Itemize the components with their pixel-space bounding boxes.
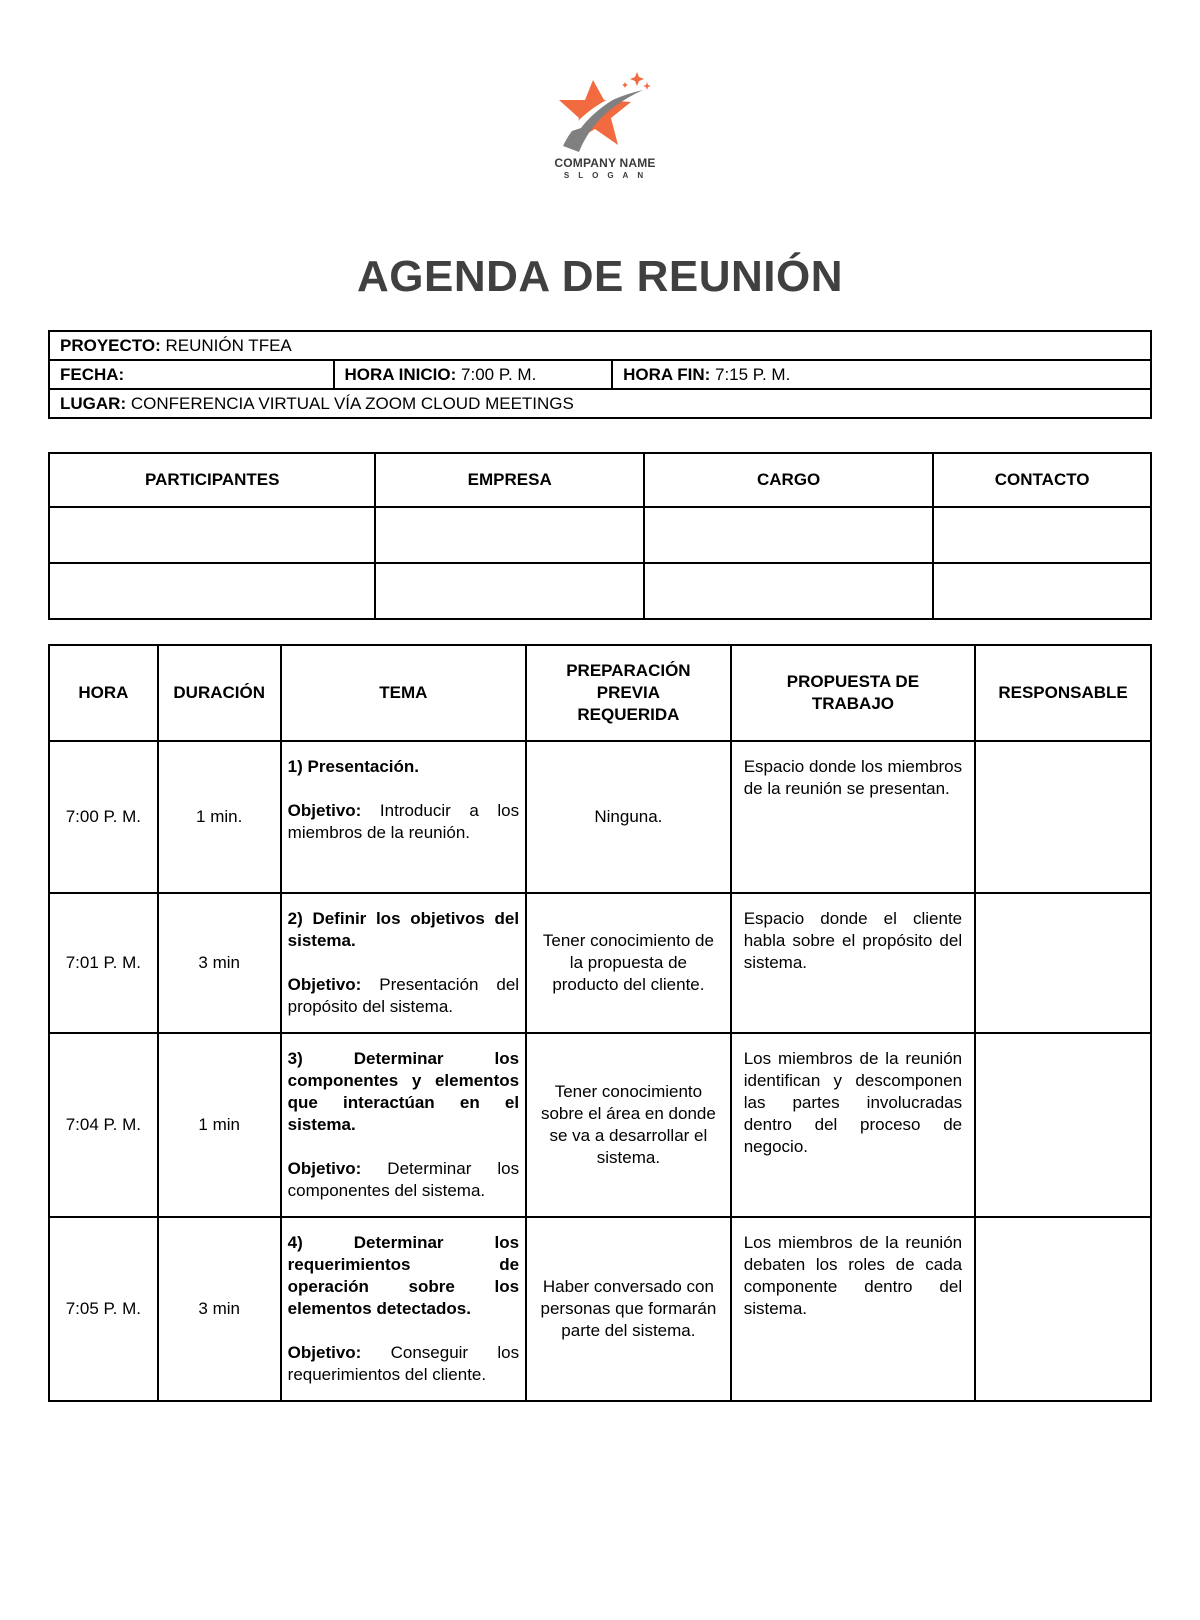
empresa-cell: [375, 563, 643, 619]
duracion-cell: 1 min: [158, 1033, 281, 1217]
tema-title: 3) Determinar los componentes y elementos que interactúan en el sistema.: [287, 1049, 520, 1134]
header-tema: TEMA: [281, 645, 526, 741]
proyecto-value: REUNIÓN TFEA: [165, 335, 292, 355]
duracion-cell: 3 min: [158, 893, 281, 1033]
company-logo: [535, 70, 675, 185]
company-slogan: SLOGAN: [563, 171, 653, 180]
hora-inicio-value: 7:00 P. M.: [461, 364, 537, 384]
objetivo-text: Introducir a los miembros de la reunión.: [287, 801, 520, 842]
objetivo-text: Conseguir los requerimientos del cliente.: [287, 1343, 520, 1384]
participant-cell: [49, 507, 375, 563]
propuesta-cell: Los miembros de la reunión identifican y descomponen las partes involucradas dentro del proceso de negocio.: [731, 1033, 975, 1217]
header-prep-line2: PREVIA: [596, 683, 661, 702]
tema-title: 1) Presentación.: [287, 757, 419, 776]
propuesta-cell: Espacio donde el cliente habla sobre el propósito del sistema.: [731, 893, 975, 1033]
header-participantes: PARTICIPANTES: [49, 453, 375, 507]
hora-fin-label: HORA FIN:: [623, 364, 711, 384]
header-prep-line1: PREPARACIÓN: [566, 661, 691, 680]
meeting-info-table: [48, 330, 1152, 419]
header-prop-line2: TRABAJO: [811, 694, 894, 713]
propuesta-cell: Los miembros de la reunión debaten los roles de cada componente dentro del sistema.: [731, 1217, 975, 1401]
fecha-cell: [49, 360, 334, 389]
objetivo-label: Objetivo:: [287, 801, 362, 820]
hora-cell: 7:00 P. M.: [49, 741, 158, 893]
tema-title: 4) Determinar los requerimientos de operación sobre los elementos detectados.: [287, 1233, 520, 1318]
participants-row: [49, 563, 1151, 619]
objetivo-text: Determinar los componentes del sistema.: [287, 1159, 520, 1200]
header-hora: HORA: [49, 645, 158, 741]
tema-title: 2) Definir los objetivos del sistema.: [287, 909, 520, 950]
propuesta-cell: Espacio donde los miembros de la reunión se presentan.: [731, 741, 975, 893]
star-logo-icon: [555, 70, 655, 152]
proyecto-cell: [49, 331, 1151, 360]
tema-cell: [281, 893, 526, 1033]
agenda-row: [49, 893, 1151, 1033]
participant-cell: [49, 563, 375, 619]
agenda-row: [49, 1033, 1151, 1217]
participants-header-row: [49, 453, 1151, 507]
duracion-cell: 3 min: [158, 1217, 281, 1401]
header-propuesta: [731, 645, 975, 741]
hora-cell: 7:05 P. M.: [49, 1217, 158, 1401]
header-prop-line1: PROPUESTA DE: [786, 672, 920, 691]
hora-inicio-cell: [334, 360, 613, 389]
header-duracion: DURACIÓN: [158, 645, 281, 741]
lugar-value: CONFERENCIA VIRTUAL VÍA ZOOM CLOUD MEETINGS: [130, 393, 574, 413]
hora-inicio-label: HORA INICIO:: [344, 364, 457, 384]
tema-objetivo: [288, 1158, 519, 1202]
hora-cell: 7:01 P. M.: [49, 893, 158, 1033]
header-contacto: CONTACTO: [933, 453, 1151, 507]
objetivo-text: Presentación del propósito del sistema.: [287, 975, 520, 1016]
tema-cell: [281, 1217, 526, 1401]
tema-cell: [281, 1033, 526, 1217]
tema-cell: [281, 741, 526, 893]
proyecto-label: PROYECTO:: [60, 335, 161, 355]
agenda-row: [49, 1217, 1151, 1401]
tema-objetivo: [288, 1342, 519, 1386]
cargo-cell: [644, 507, 933, 563]
info-row-proyecto: [49, 331, 1151, 360]
fecha-label: FECHA:: [60, 364, 125, 384]
objetivo-label: Objetivo:: [287, 1159, 362, 1178]
responsable-cell: [975, 1033, 1151, 1217]
header-preparacion: [526, 645, 731, 741]
responsable-cell: [975, 893, 1151, 1033]
responsable-cell: [975, 1217, 1151, 1401]
hora-fin-value: 7:15 P. M.: [715, 364, 791, 384]
preparacion-cell: Tener conocimiento de la propuesta de producto del cliente.: [526, 893, 731, 1033]
contacto-cell: [933, 507, 1151, 563]
lugar-cell: [49, 389, 1151, 418]
empresa-cell: [375, 507, 643, 563]
preparacion-cell: Tener conocimiento sobre el área en donde se va a desarrollar el sistema.: [526, 1033, 731, 1217]
page-title: AGENDA DE REUNIÓN: [356, 252, 843, 301]
objetivo-label: Objetivo:: [287, 975, 362, 994]
tema-objetivo: [288, 800, 519, 844]
hora-cell: 7:04 P. M.: [49, 1033, 158, 1217]
responsable-cell: [975, 741, 1151, 893]
header-prep-line3: REQUERIDA: [577, 705, 680, 724]
objetivo-label: Objetivo:: [287, 1343, 362, 1362]
agenda-header-row: [49, 645, 1151, 741]
info-row-fecha-hora: [49, 360, 1151, 389]
participants-row: [49, 507, 1151, 563]
company-name: COMPANY NAME: [554, 156, 656, 170]
header-cargo: CARGO: [644, 453, 933, 507]
preparacion-cell: Ninguna.: [526, 741, 731, 893]
info-row-lugar: [49, 389, 1151, 418]
cargo-cell: [644, 563, 933, 619]
tema-objetivo: [288, 974, 519, 1018]
lugar-label: LUGAR:: [60, 393, 127, 413]
header-responsable: RESPONSABLE: [975, 645, 1151, 741]
agenda-table: [48, 644, 1152, 1402]
hora-fin-cell: [612, 360, 1151, 389]
participants-table: [48, 452, 1152, 620]
agenda-row: [49, 741, 1151, 893]
preparacion-cell: Haber conversado con personas que formarán parte del sistema.: [526, 1217, 731, 1401]
duracion-cell: 1 min.: [158, 741, 281, 893]
header-empresa: EMPRESA: [375, 453, 643, 507]
contacto-cell: [933, 563, 1151, 619]
